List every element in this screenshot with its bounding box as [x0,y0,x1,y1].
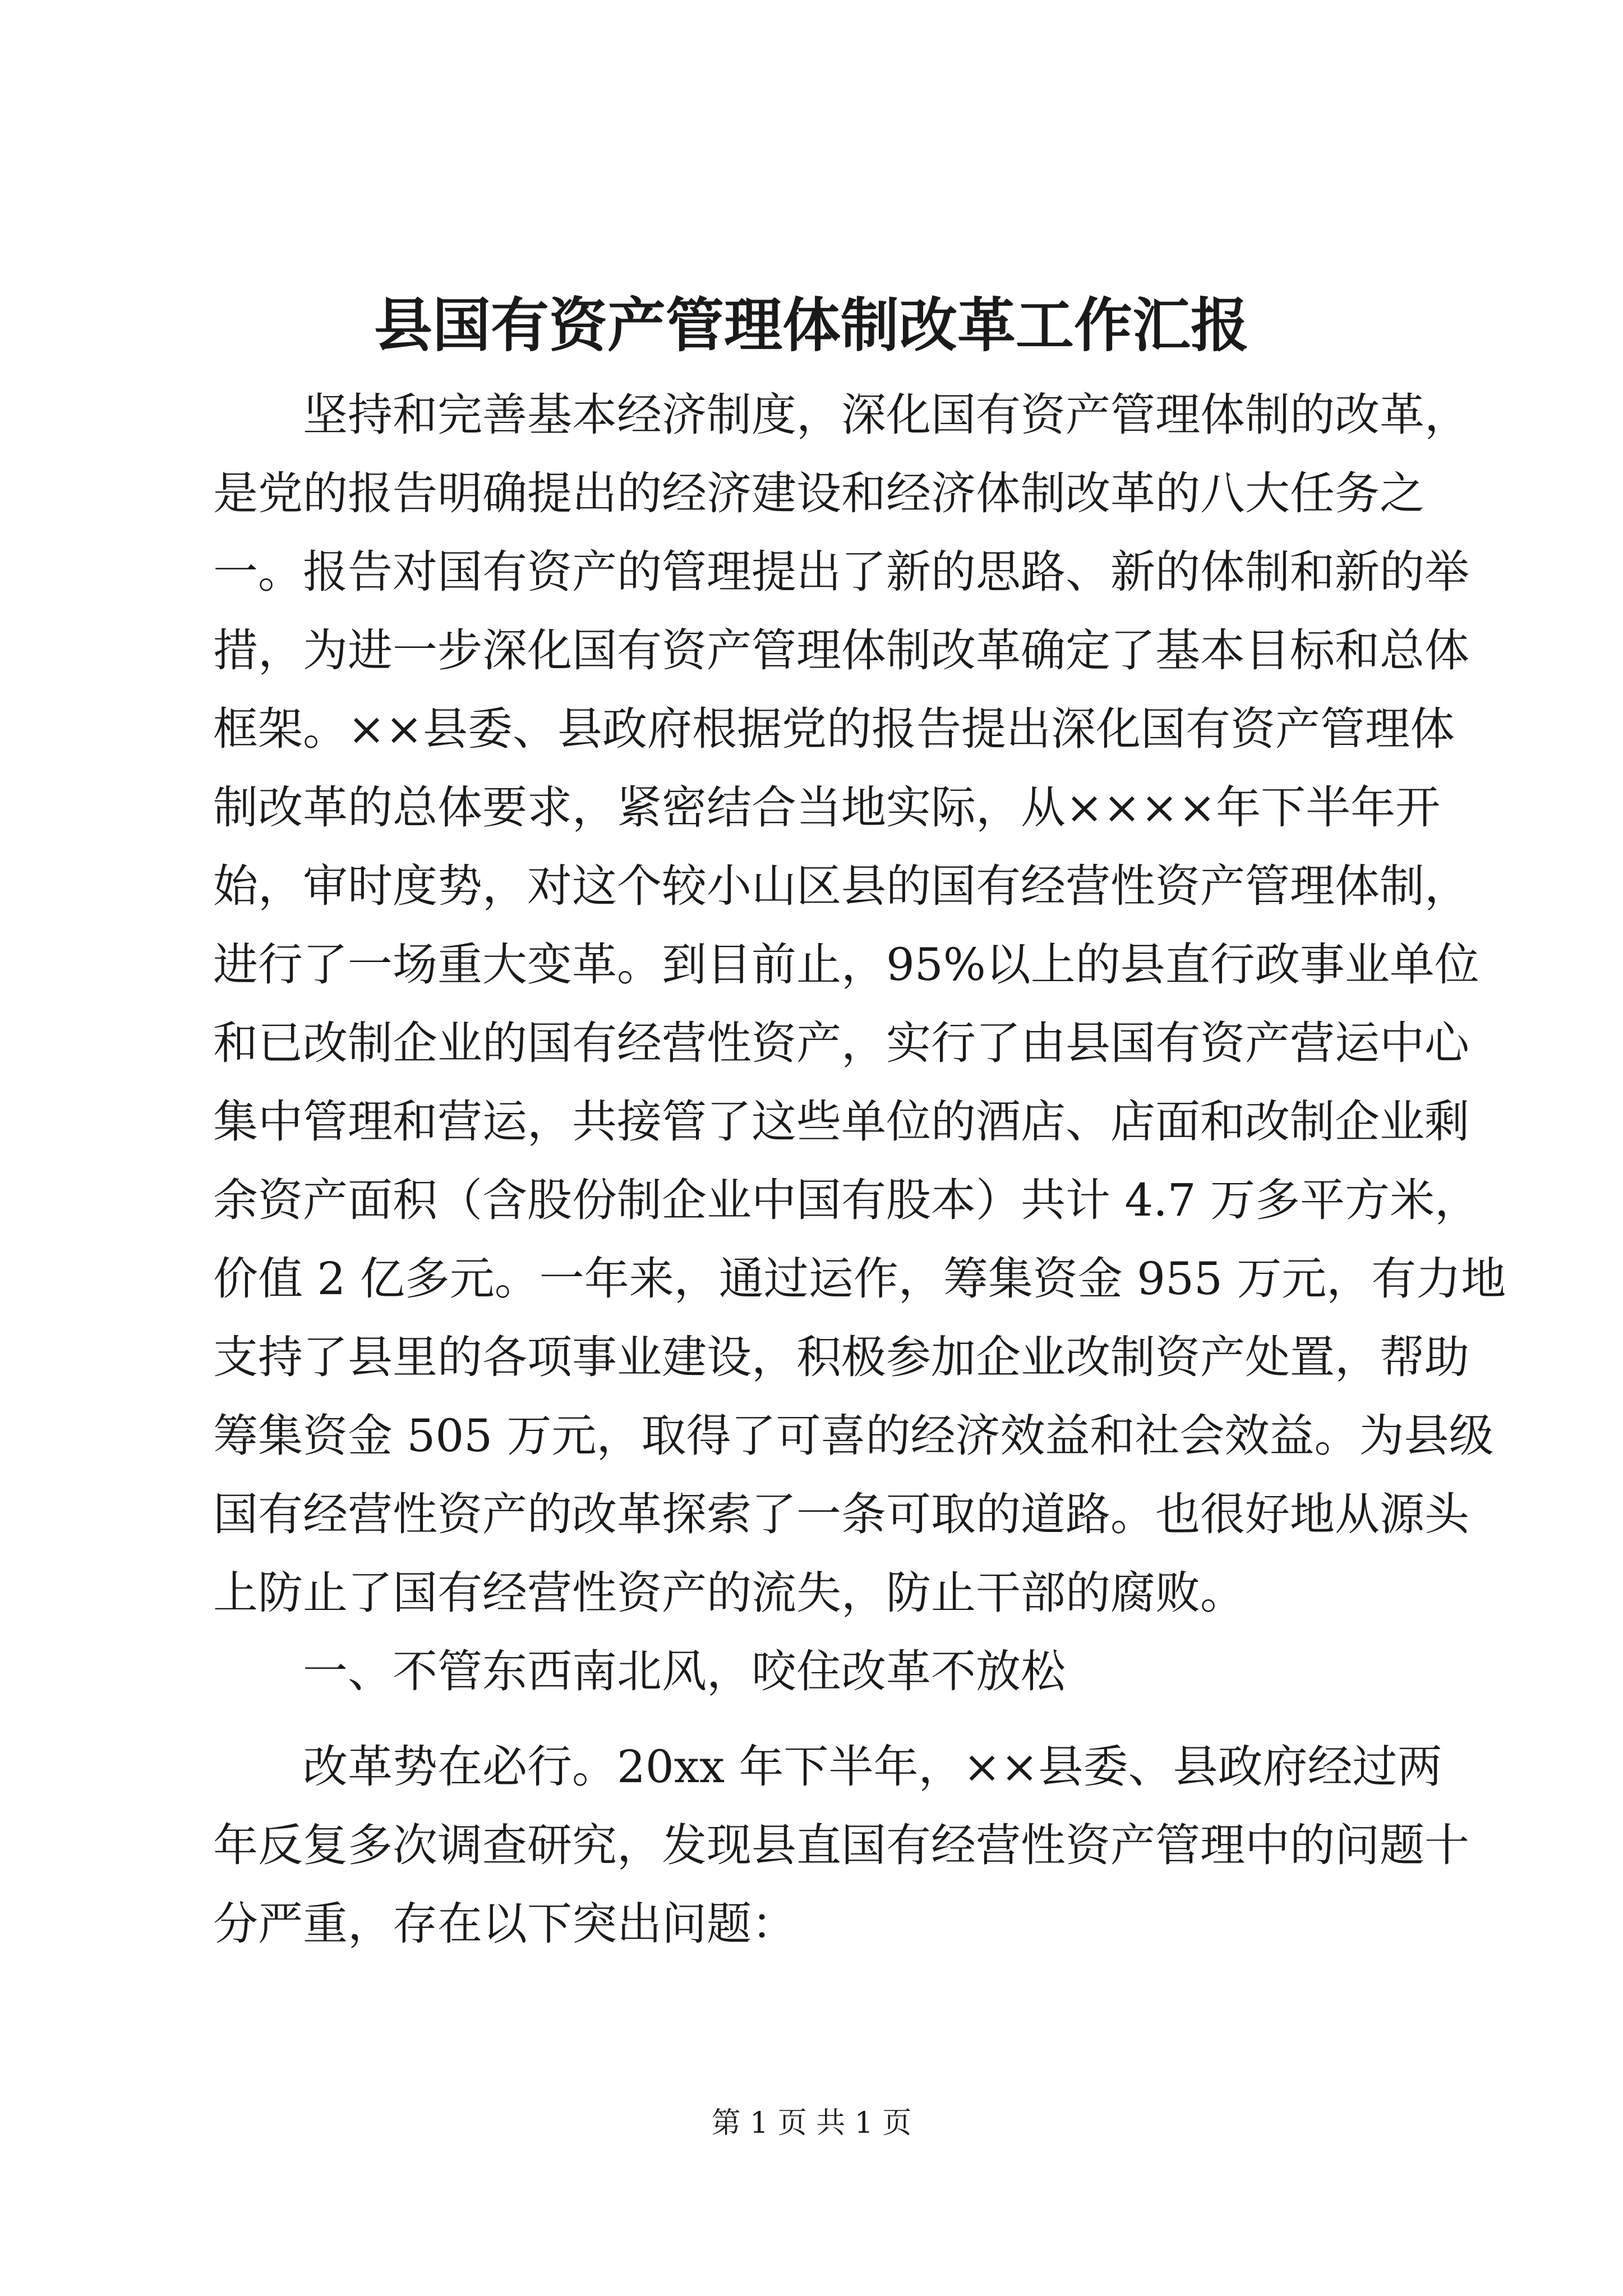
body-line-20: 分严重，存在以下突出问题： [213,1898,796,1950]
body-line-8: 进行了一场重大变革。到目前止，95%以上的县直行政事业单位 [213,938,1479,991]
body-line-18: 改革势在必行。20xx 年下半年，××县委、县政府经过两 [303,1741,1442,1793]
body-line-16: 上防止了国有经营性资产的流失，防止干部的腐败。 [213,1567,1245,1619]
document-title: 县国有资产管理体制改革工作汇报 [374,291,1249,360]
body-line-15: 国有经营性资产的改革探索了一条可取的道路。也很好地从源头 [213,1488,1469,1540]
body-line-12: 价值 2 亿多元。一年来，通过运作，筹集资金 955 万元，有力地 [213,1253,1506,1305]
body-line-2: 是党的报告明确提出的经济建设和经济体制改革的八大任务之 [213,467,1424,519]
body-line-4: 措，为进一步深化国有资产管理体制改革确定了基本目标和总体 [213,624,1469,677]
body-line-10: 集中管理和营运，共接管了这些单位的酒店、店面和改制企业剩 [213,1096,1469,1148]
body-line-11: 余资产面积（含股份制企业中国有股本）共计 4.7 万多平方米， [213,1174,1480,1226]
body-line-5: 框架。××县委、县政府根据党的报告提出深化国有资产管理体 [213,703,1455,755]
body-line-6: 制改革的总体要求，紧密结合当地实际，从××××年下半年开 [213,781,1441,834]
body-line-14: 筹集资金 505 万元，取得了可喜的经济效益和社会效益。为县级 [213,1410,1494,1462]
body-line-9: 和已改制企业的国有经营性资产，实行了由县国有资产营运中心 [213,1017,1469,1069]
body-line-1: 坚持和完善基本经济制度，深化国有资产管理体制的改革， [303,389,1469,441]
body-line-19: 年反复多次调查研究，发现县直国有经营性资产管理中的问题十 [213,1819,1469,1871]
page-footer: 第 1 页 共 1 页 [711,2106,912,2140]
section-heading: 一、不管东西南北风，咬住改革不放松 [303,1645,1066,1697]
body-line-3: 一。报告对国有资产的管理提出了新的思路、新的体制和新的举 [213,546,1469,598]
body-line-13: 支持了县里的各项事业建设，积极参加企业改制资产处置，帮助 [213,1331,1469,1383]
body-line-7: 始，审时度势，对这个较小山区县的国有经营性资产管理体制， [213,860,1469,912]
